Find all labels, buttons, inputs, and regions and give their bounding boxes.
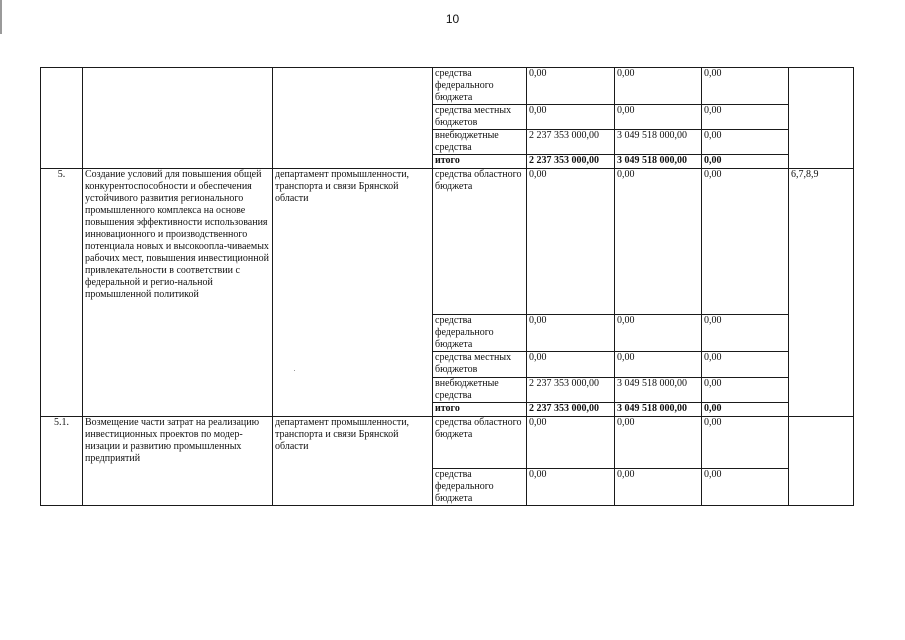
indicators-cell: [789, 417, 854, 506]
amount-1: 2 237 353 000,00: [527, 403, 615, 417]
amount-3: 0,00: [702, 130, 789, 155]
executor: департамент промышленности, транспорта и связи Брянской области: [273, 417, 433, 506]
funding-source: средства федерального бюджета: [433, 469, 527, 506]
amount-3: 0,00: [702, 315, 789, 352]
indicators: 6,7,8,9: [789, 169, 854, 417]
amount-2: 0,00: [615, 68, 702, 105]
funding-source: внебюджетные средства: [433, 378, 527, 403]
executor: департамент промышленности, транспорта и связи Брянской области: [273, 169, 433, 417]
amount-3: 0,00: [702, 403, 789, 417]
funding-source: средства местных бюджетов: [433, 105, 527, 130]
amount-3: 0,00: [702, 169, 789, 315]
item-title: Возмещение части затрат на реализацию инвестиционных проектов по модер-низации и развитию промышленных предприятий: [83, 417, 273, 506]
amount-2: 3 049 518 000,00: [615, 130, 702, 155]
amount-2: 0,00: [615, 315, 702, 352]
amount-1: 2 237 353 000,00: [527, 155, 615, 169]
executor-cell: [273, 68, 433, 169]
amount-3: 0,00: [702, 469, 789, 506]
amount-2: 0,00: [615, 417, 702, 469]
table-row: [41, 417, 854, 469]
funding-source: средства областного бюджета: [433, 417, 527, 469]
amount-2: 3 049 518 000,00: [615, 155, 702, 169]
amount-1: 2 237 353 000,00: [527, 130, 615, 155]
amount-2: 3 049 518 000,00: [615, 378, 702, 403]
item-title-cell: [83, 68, 273, 169]
item-number-cell: [41, 68, 83, 169]
funding-source: средства областного бюджета: [433, 169, 527, 315]
amount-1: 0,00: [527, 169, 615, 315]
item-number: 5.: [41, 169, 83, 417]
budget-table: [40, 67, 854, 506]
indicators-cell: [789, 68, 854, 169]
amount-2: 0,00: [615, 352, 702, 378]
amount-3: 0,00: [702, 417, 789, 469]
amount-2: 3 049 518 000,00: [615, 403, 702, 417]
amount-1: 0,00: [527, 315, 615, 352]
amount-1: 0,00: [527, 352, 615, 378]
page-number: 10: [445, 12, 460, 26]
amount-2: 0,00: [615, 469, 702, 506]
amount-2: 0,00: [615, 169, 702, 315]
amount-1: 0,00: [527, 68, 615, 105]
amount-3: 0,00: [702, 155, 789, 169]
item-number: 5.1.: [41, 417, 83, 506]
amount-1: 2 237 353 000,00: [527, 378, 615, 403]
amount-2: 0,00: [615, 105, 702, 130]
funding-source: итого: [433, 403, 527, 417]
amount-1: 0,00: [527, 417, 615, 469]
funding-source: средства местных бюджетов: [433, 352, 527, 378]
table-row: [41, 169, 854, 315]
amount-3: 0,00: [702, 378, 789, 403]
amount-3: 0,00: [702, 352, 789, 378]
amount-1: 0,00: [527, 469, 615, 506]
amount-3: 0,00: [702, 68, 789, 105]
item-title: Создание условий для повышения общей конкурентоспособности и обеспечения устойчивого развития регионального промышленного комплекса на основе повышения эффективности использования инновационного и производственного потенциала новых и высокоопла-чиваемых рабочих мест, повышения инвестиционной привлекательности в соответствии с федеральной и регио-нальной промышленной политикой: [83, 169, 273, 417]
amount-1: 0,00: [527, 105, 615, 130]
funding-source: итого: [433, 155, 527, 169]
amount-3: 0,00: [702, 105, 789, 130]
funding-source: средства федерального бюджета: [433, 68, 527, 105]
funding-source: внебюджетные средства: [433, 130, 527, 155]
table-row: [41, 68, 854, 105]
funding-source: средства федерального бюджета: [433, 315, 527, 352]
scan-speck: [294, 370, 295, 371]
